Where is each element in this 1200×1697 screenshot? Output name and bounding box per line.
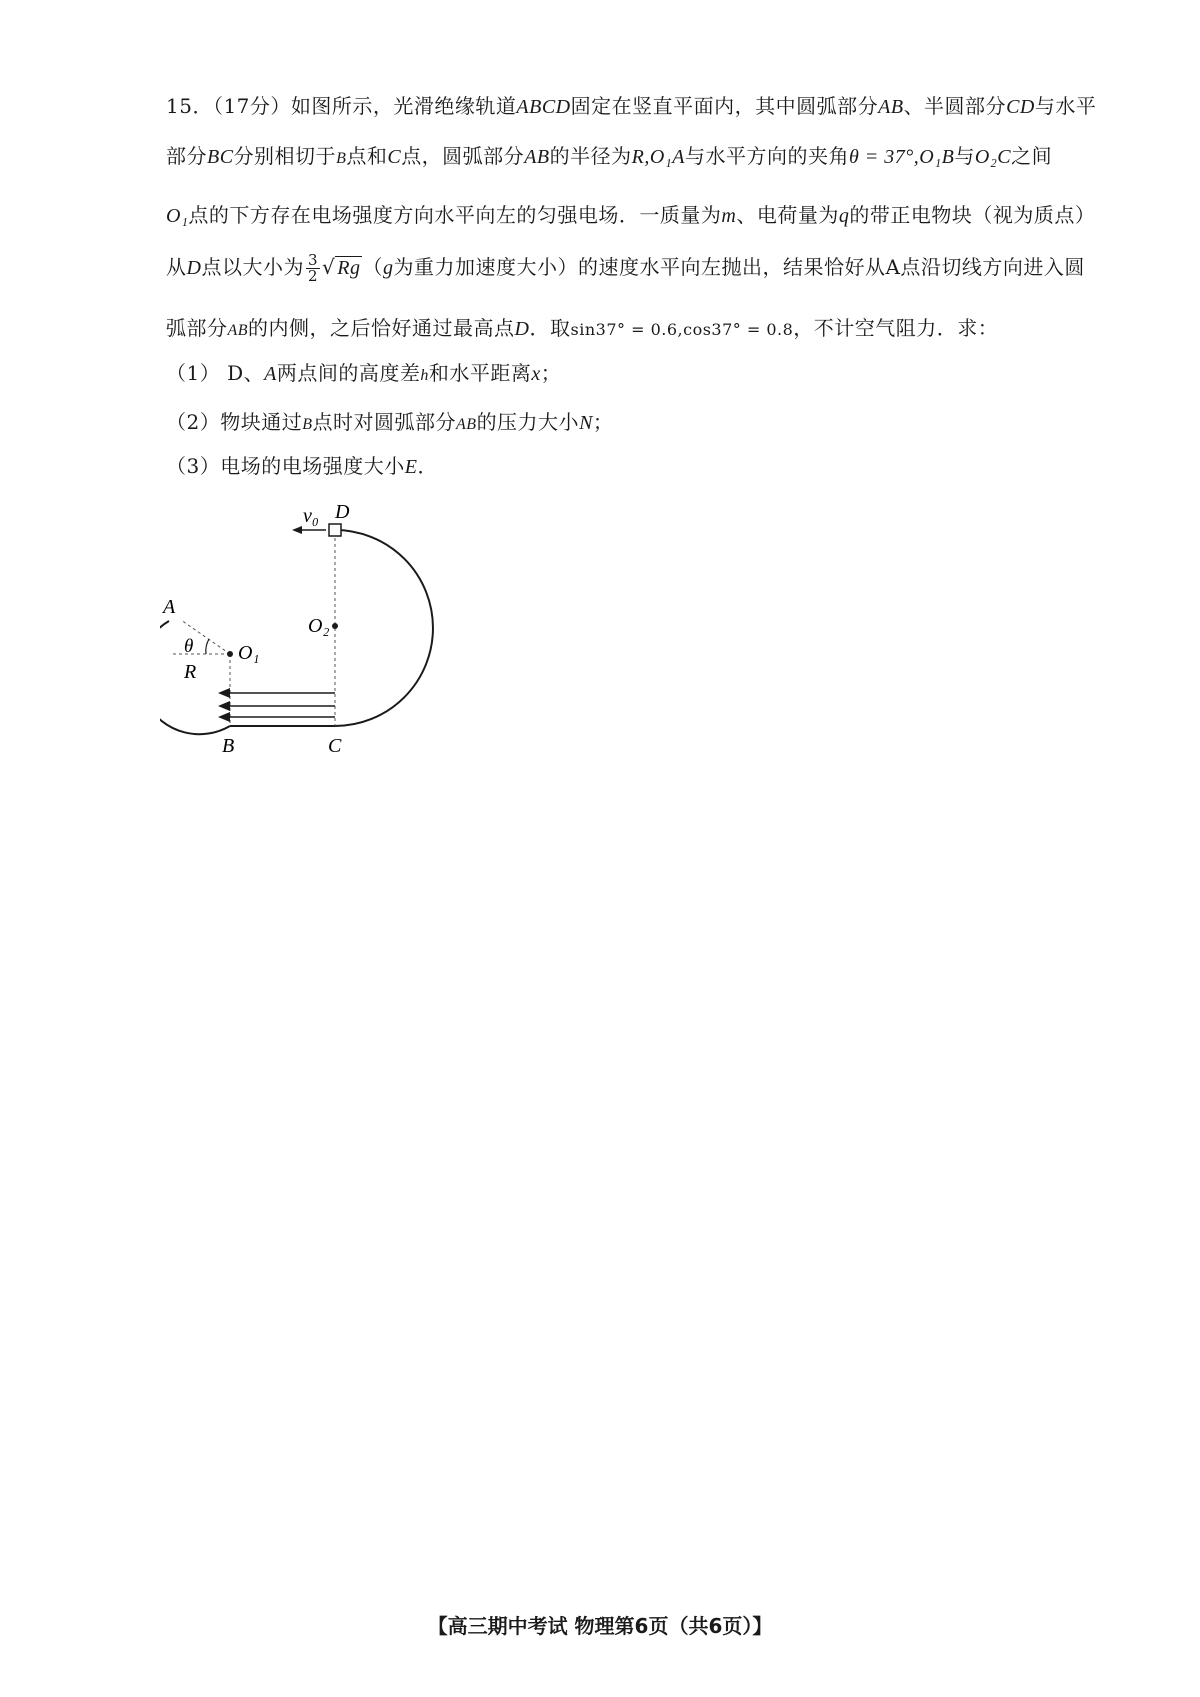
field-arrowhead-1 bbox=[218, 688, 230, 698]
sub-question-2: （2）物块通过B点时对圆弧部分AB的压力大小N； bbox=[166, 410, 614, 434]
center-o2-dot bbox=[332, 623, 338, 629]
label-theta: θ bbox=[184, 636, 194, 657]
page-footer: 【高三期中考试 物理第6页（共6页）】 bbox=[427, 1614, 773, 1638]
question-line-5: 弧部分AB的内侧，之后恰好通过最高点D．取sin37° = 0.6,cos37° = 0.8，不计空气阻力．求： bbox=[166, 316, 999, 340]
label-c: C bbox=[328, 735, 342, 757]
velocity-arrowhead bbox=[292, 526, 302, 534]
label-d: D bbox=[335, 501, 350, 523]
question-line-2: 部分BC分别相切于B点和C点，圆弧部分AB的半径为R,O₁A与水平方向的夹角θ = 37°,O₁B与O₂C之间 bbox=[166, 144, 1053, 168]
label-r: R bbox=[184, 661, 197, 683]
label-b: B bbox=[222, 735, 235, 757]
label-o1: O₁ bbox=[238, 642, 260, 664]
semicircle-cd bbox=[335, 530, 433, 726]
field-arrowhead-3 bbox=[218, 712, 230, 722]
fraction-three-halves: $\frac{3}{2}$ bbox=[307, 251, 318, 285]
label-a: A bbox=[163, 596, 176, 618]
block-at-d bbox=[329, 524, 341, 536]
track-diagram bbox=[160, 498, 480, 758]
theta-angle-arc bbox=[206, 639, 209, 654]
field-arrowhead-2 bbox=[218, 701, 230, 711]
question-line-4: 从D点以大小为 $\frac{3}{2}$ √ Rg （g为重力加速度大小）的速度水平向左抛出，结果恰好从A点沿切线方向进入圆 bbox=[166, 251, 1085, 285]
label-o2: O₂ bbox=[308, 615, 330, 637]
sub-question-1: （1） D、A两点间的高度差h和水平距离x； bbox=[166, 361, 562, 385]
label-v0: v₀ bbox=[303, 505, 319, 527]
question-line-3: O₁点的下方存在电场强度方向水平向左的匀强电场．一质量为m、电荷量为q的带正电物块（视为质点） bbox=[166, 203, 1096, 227]
sub-question-3: （3）电场的电场强度大小E． bbox=[166, 454, 438, 478]
sqrt-rg: √ Rg bbox=[322, 255, 361, 279]
question-line-1: 15．（17分）如图所示，光滑绝缘轨道ABCD固定在竖直平面内，其中圆弧部分AB、半圆部分CD与水平 bbox=[166, 94, 1097, 118]
center-o1-dot bbox=[227, 651, 233, 657]
